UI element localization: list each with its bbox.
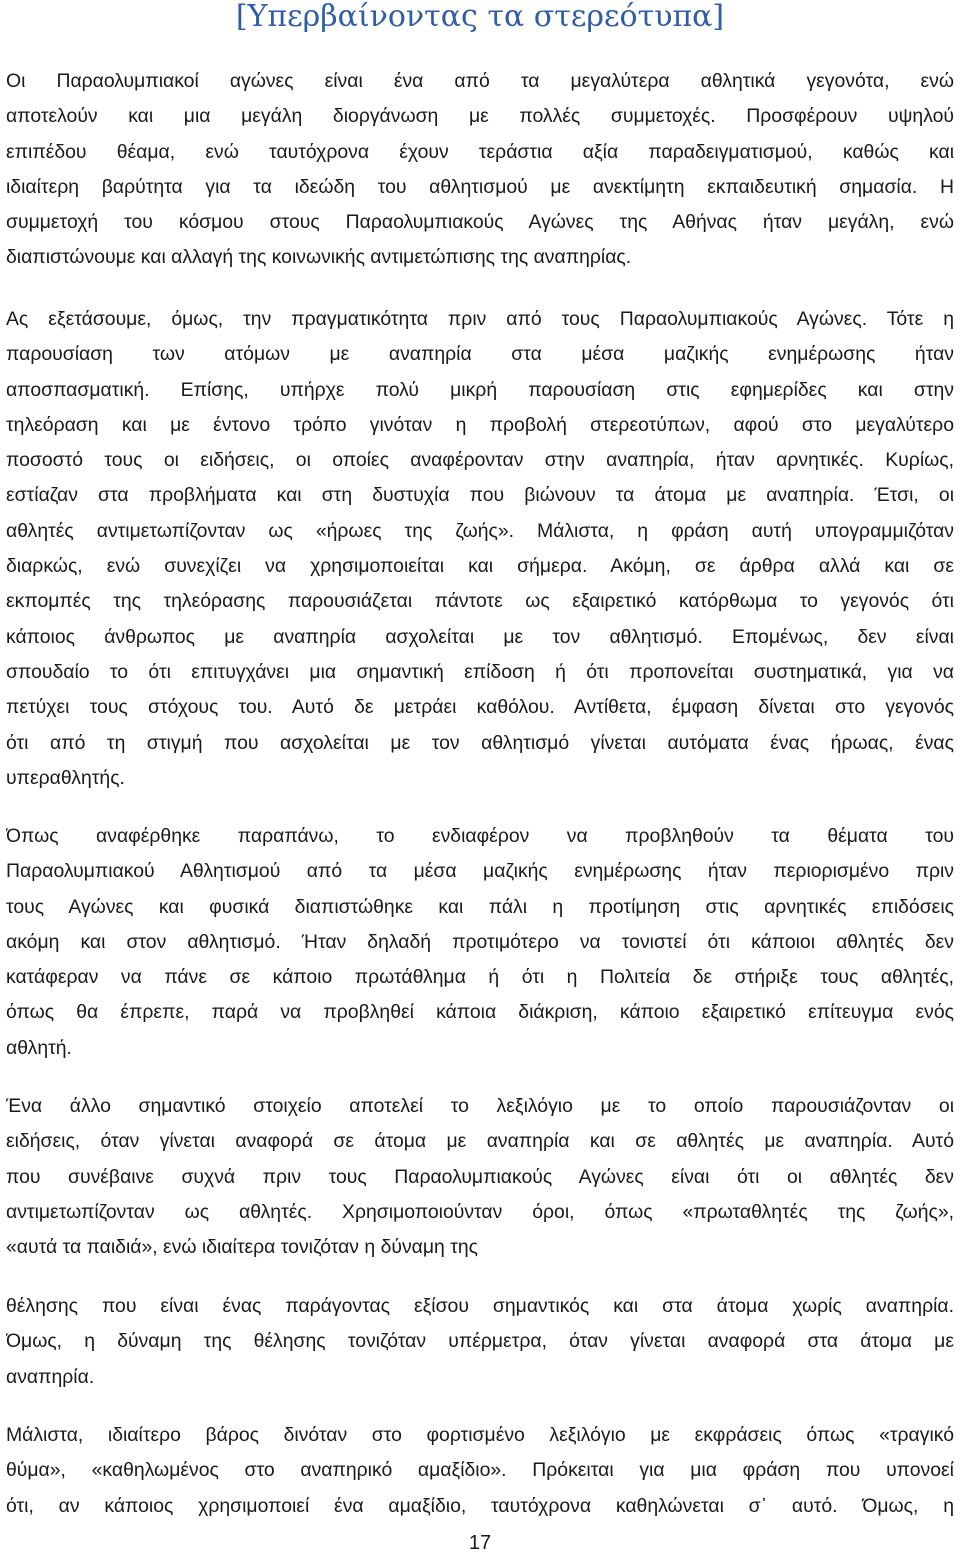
text-line: αθλητή.	[6, 1036, 72, 1059]
paragraph-2	[6, 302, 954, 796]
paragraph-6	[6, 1418, 954, 1524]
text-line: ότι από τη στιγμή που ασχολείται με τον αθλητισμό γίνεται αυτόματα ένας ήρωας, ένας	[6, 731, 954, 754]
text-line: αναπηρία.	[6, 1365, 95, 1388]
text-line: Μάλιστα, ιδιαίτερο βάρος δινόταν στο φορτισμένο λεξιλόγιο με εκφράσεις όπως «τραγικό	[6, 1424, 954, 1446]
text-line: εστίαζαν στα προβλήματα και στη δυστυχία που βιώνουν τα άτομα με αναπηρία. Έτσι, οι	[6, 484, 954, 507]
text-line: Όμως, η δύναμη της θέλησης τονιζόταν υπέρμετρα, όταν γίνεται αναφορά στα άτομα με	[6, 1330, 954, 1353]
section-title: [Υπερβαίνοντας τα στερεότυπα]	[235, 0, 725, 34]
text-line: αθλητές αντιμετωπίζονταν ως «ήρωες της ζωής». Μάλιστα, η φράση αυτή υπογραμμιζόταν	[6, 519, 954, 542]
text-line: υπεραθλητής.	[6, 766, 125, 789]
text-line: Παραολυμπιακού Αθλητισμού από τα μέσα μαζικής ενημέρωσης ήταν περιορισμένο πριν	[6, 860, 954, 883]
text-line: ειδήσεις, όταν γίνεται αναφορά σε άτομα με αναπηρία και σε αθλητές με αναπηρία. Αυτό	[6, 1130, 954, 1153]
text-line: ποσοστό τους οι ειδήσεις, οι οποίες αναφέρονταν στην αναπηρία, ήταν αρνητικές. Κυρίως,	[6, 449, 954, 472]
text-line: ότι, αν κάποιος χρησιμοποιεί ένα αμαξίδιο, ταυτόχρονα καθηλώνεται σ᾽ αυτό. Όμως, η	[6, 1494, 954, 1517]
text-line: αντιμετωπίζονταν ως αθλητές. Χρησιμοποιούνταν όροι, όπως «πρωταθλητές της ζωής»,	[6, 1200, 954, 1223]
text-line: διαπιστώνουμε και αλλαγή της κοινωνικής αντιμετώπισης της αναπηρίας.	[6, 246, 632, 269]
paragraph-1	[6, 64, 954, 276]
text-line: ακόμη και στον αθλητισμό. Ήταν δηλαδή προτιμότερο να τονιστεί ότι κάποιοι αθλητές δεν	[6, 930, 954, 953]
text-line: Οι Παραολυμπιακοί αγώνες είναι ένα από τα μεγαλύτερα αθλητικά γεγονότα, ενώ	[6, 70, 954, 92]
text-line: τους Αγώνες και φυσικά διαπιστώθηκε και πάλι η προτίμηση στις αρνητικές επιδόσεις	[6, 895, 954, 918]
text-line: αποτελούν και μια μεγάλη διοργάνωση με πολλές συμμετοχές. Προσφέρουν υψηλού	[6, 105, 954, 128]
paragraph-3	[6, 819, 954, 1066]
text-line: παρουσίαση των ατόμων με αναπηρία στα μέσα μαζικής ενημέρωσης ήταν	[6, 343, 954, 366]
text-line: όπως θα έπρεπε, παρά να προβληθεί κάποια διάκριση, κάποιο εξαιρετικό επίτευγμα ενός	[6, 1001, 954, 1024]
text-line: θύμα», «καθηλωμένος στο αναπηρικό αμαξίδιο». Πρόκειται για μια φράση που υπονοεί	[6, 1459, 954, 1482]
text-line: θέλησης που είναι ένας παράγοντας εξίσου σημαντικός και στα άτομα χωρίς αναπηρία.	[6, 1295, 954, 1317]
text-line: κάποιος άνθρωπος με αναπηρία ασχολείται με τον αθλητισμό. Επομένως, δεν είναι	[6, 625, 954, 648]
text-line: εκπομπές της τηλεόρασης παρουσιάζεται πάντοτε ως εξαιρετικό κατόρθωμα το γεγονός ότι	[6, 590, 954, 613]
text-line: που συνέβαινε συχνά πριν τους Παραολυμπιακούς Αγώνες είναι ότι οι αθλητές δεν	[6, 1165, 954, 1188]
text-line: διαρκώς, ενώ συνεχίζει να χρησιμοποιείται και σήμερα. Ακόμη, σε άρθρα αλλά και σε	[6, 555, 954, 578]
page-number: 17	[468, 1532, 492, 1554]
text-line: σπουδαίο το ότι επιτυγχάνει μια σημαντική επίδοση ή ότι προπονείται συστηματικά, για να	[6, 660, 954, 683]
paragraph-5	[6, 1289, 954, 1395]
text-line: Ας εξετάσουμε, όμως, την πραγματικότητα πριν από τους Παραολυμπιακούς Αγώνες. Τότε η	[6, 308, 954, 330]
text-line: κατάφεραν να πάνε σε κάποιο πρωτάθλημα ή ότι η Πολιτεία δε στήριξε τους αθλητές,	[6, 966, 954, 989]
paragraph-4	[6, 1089, 954, 1265]
text-line: τηλεόραση και με έντονο τρόπο γινόταν η προβολή στερεοτύπων, αφού στο μεγαλύτερο	[6, 413, 954, 436]
text-line: συμμετοχή του κόσμου στους Παραολυμπιακούς Αγώνες της Αθήνας ήταν μεγάλη, ενώ	[6, 211, 954, 234]
text-line: πετύχει τους στόχους του. Αυτό δε μετράει καθόλου. Αντίθετα, έμφαση δίνεται στο γεγονός	[6, 696, 954, 719]
text-line: Ένα άλλο σημαντικό στοιχείο αποτελεί το λεξιλόγιο με το οποίο παρουσιάζονταν οι	[6, 1095, 954, 1117]
text-line: επιπέδου θέαμα, ενώ ταυτόχρονα έχουν τεράστια αξία παραδειγματισμού, καθώς και	[6, 140, 954, 163]
text-line: ιδιαίτερη βαρύτητα για τα ιδεώδη του αθλητισμού με ανεκτίμητη εκπαιδευτική σημασία. Η	[6, 175, 954, 198]
text-line: «αυτά τα παιδιά», ενώ ιδιαίτερα τονιζόταν η δύναμη της	[6, 1236, 479, 1259]
text-line: Όπως αναφέρθηκε παραπάνω, το ενδιαφέρον να προβληθούν τα θέματα του	[6, 825, 954, 847]
text-line: αποσπασματική. Επίσης, υπήρχε πολύ μικρή παρουσίαση στις εφημερίδες και στην	[6, 378, 954, 401]
